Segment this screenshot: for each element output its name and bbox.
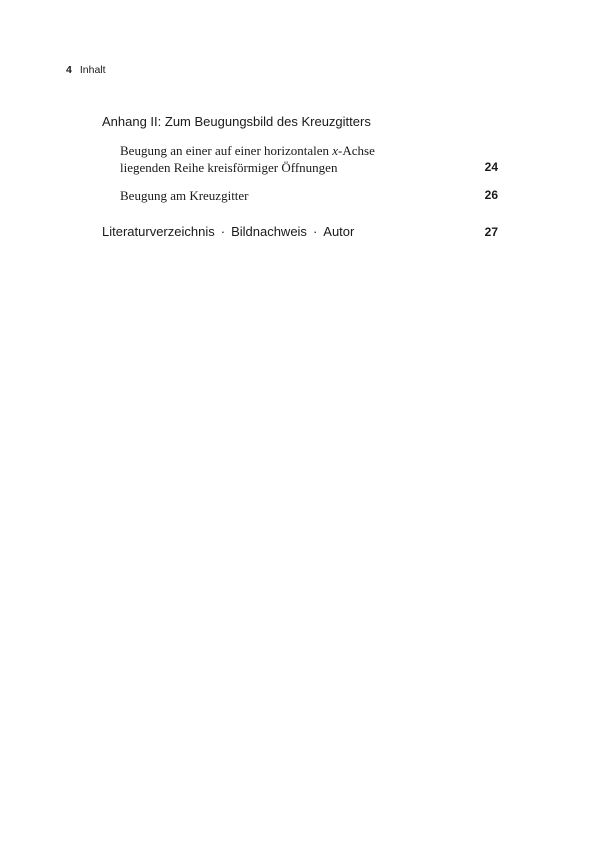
toc-entry-text: -Achse [338,143,375,158]
toc-entry-line [120,142,458,159]
toc-back-matter-item: Autor [323,224,355,239]
toc-entry-page: 24 [484,160,498,174]
toc-entry-variable: x [332,143,339,158]
table-of-contents [102,114,498,240]
toc-entry[interactable] [102,142,498,176]
running-head-title: Inhalt [79,64,106,76]
toc-entry-page: 26 [484,188,498,202]
toc-entry-line: liegenden Reihe kreisförmiger Öffnungen [120,160,338,175]
toc-back-matter-page: 27 [484,225,498,239]
toc-entry[interactable] [102,187,498,204]
toc-entry-line: Beugung am Kreuzgitter [120,188,249,203]
toc-entry-text: Beugung an einer auf einer horizontalen [120,143,333,158]
toc-section-title: Anhang II: Zum Beugungsbild des Kreuzgitters [102,114,371,129]
running-head [66,64,106,76]
toc-separator: · [312,224,318,239]
toc-back-matter-item: Bildnachweis [231,224,307,239]
toc-back-matter[interactable] [102,224,498,240]
page-number: 4 [66,64,72,76]
toc-back-matter-item: Literaturverzeichnis [102,224,215,239]
toc-separator: · [220,224,226,239]
